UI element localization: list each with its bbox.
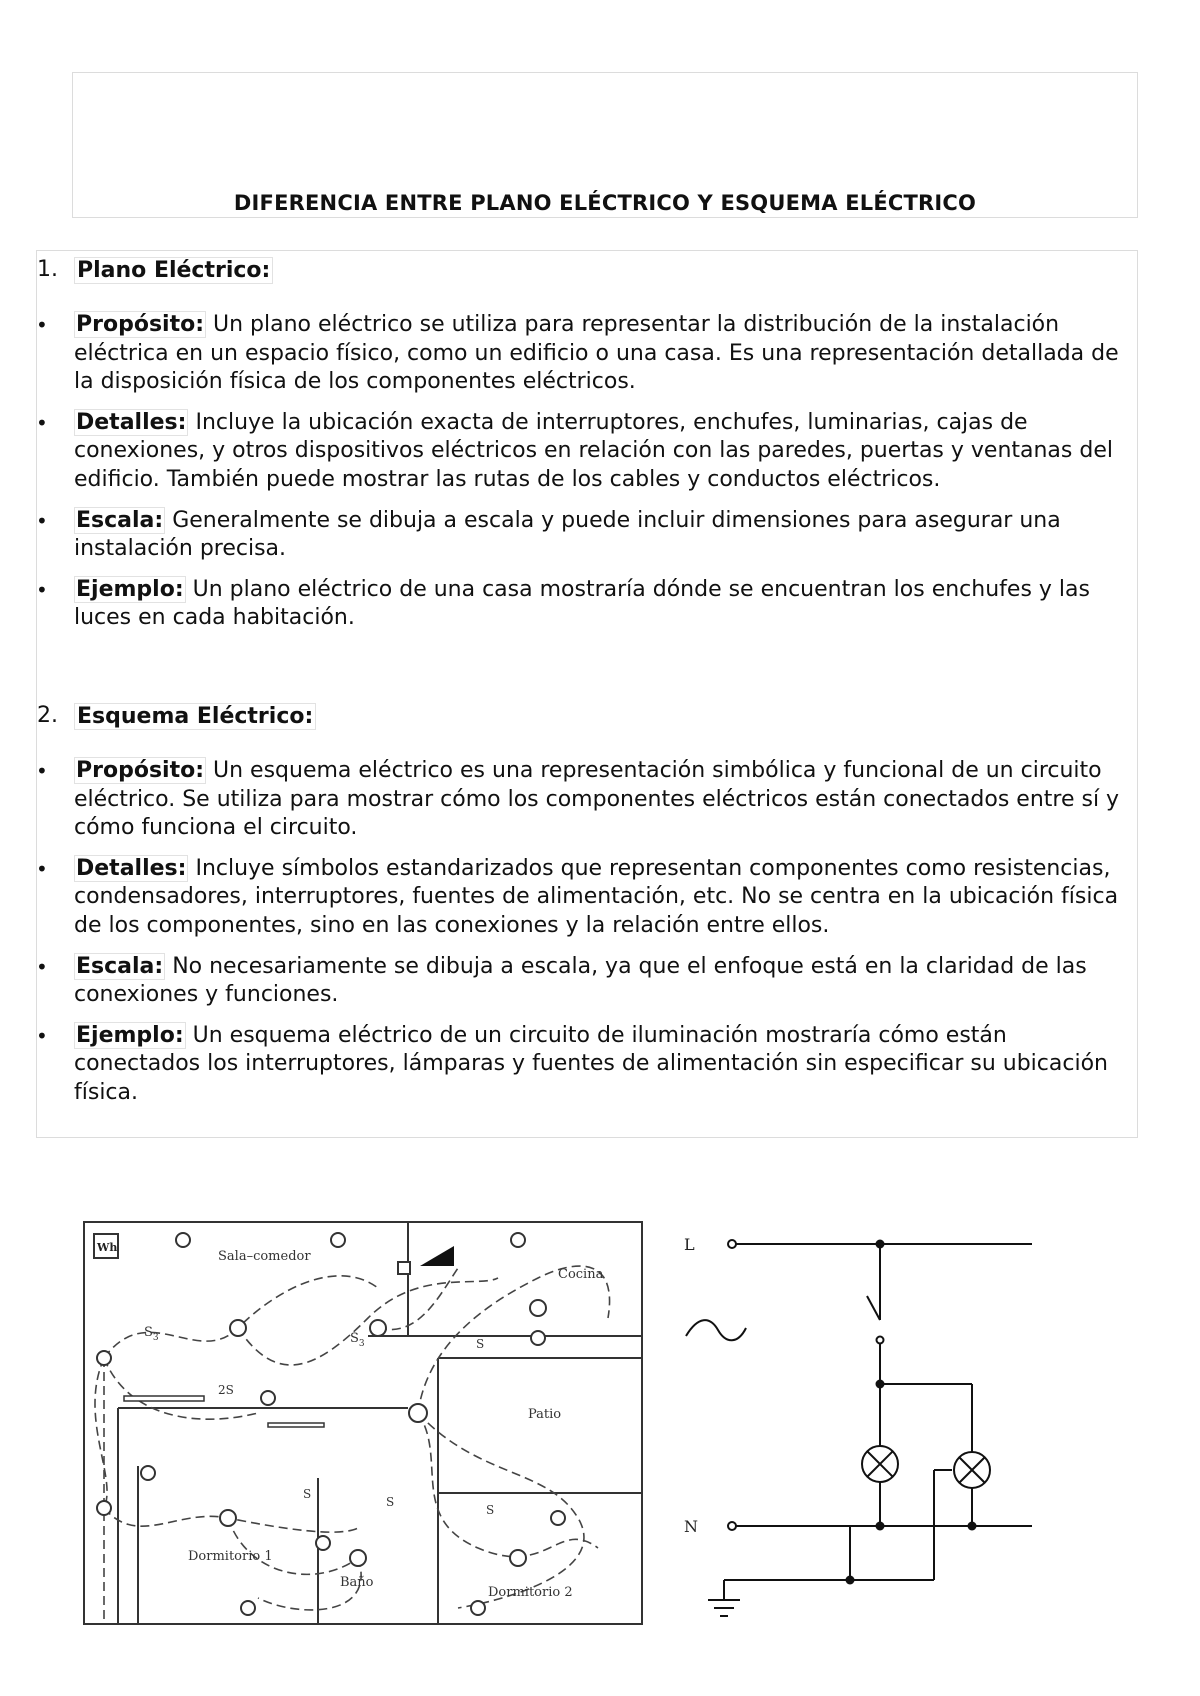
switch-s-bano: S	[386, 1495, 395, 1509]
list-item	[37, 757, 1137, 843]
bullet-icon: •	[36, 759, 48, 783]
switch-2s: 2S	[218, 1383, 234, 1397]
item-term: Escala:	[76, 507, 164, 533]
section-2-list	[37, 757, 1137, 1120]
section-2-title: Esquema Eléctrico:	[74, 703, 316, 730]
section-2-number: 2.	[37, 703, 58, 728]
item-term: Ejemplo:	[76, 1022, 184, 1048]
item-term: Propósito:	[76, 758, 205, 783]
bullet-icon: •	[36, 410, 48, 435]
line-terminal	[728, 1240, 736, 1248]
room-dormitorio-1: Dormitorio 1	[188, 1549, 273, 1564]
room-sala: Sala–comedor	[218, 1249, 311, 1264]
item-text: No necesariamente se dibuja a escala, ya que el enfoque está en la claridad de las conexiones y funciones.	[74, 953, 1087, 1008]
bullet-icon: •	[36, 313, 48, 337]
content-box	[36, 250, 1138, 1138]
list-item	[37, 576, 1137, 633]
item-text: Incluye símbolos estandarizados que representan componentes como resistencias, condensadores, interruptores, fuentes de alimentación, etc. No se centra en la ubicación física de los componentes, sino en las conexiones y la relación entre ellos.	[74, 855, 1119, 938]
switch-s-cocina: S	[476, 1337, 485, 1351]
section-1-list	[37, 311, 1137, 645]
floor-plan-drawing	[78, 1218, 648, 1630]
ground-icon	[708, 1600, 740, 1616]
item-text: Un plano eléctrico de una casa mostraría dónde se encuentran los enchufes y las luces en cada habitación.	[74, 576, 1090, 631]
item-text: Un esquema eléctrico es una representación simbólica y funcional de un circuito eléctrico. Se utiliza para mostrar cómo los componentes eléctricos están conectados entre sí y cómo funciona el circuito.	[74, 758, 1120, 841]
bullet-icon: •	[36, 856, 48, 881]
item-text: Un plano eléctrico se utiliza para representar la distribución de la instalación eléctrica en un espacio físico, como un edificio o una casa. Es una representación detallada de la disposición física de los componentes eléctricos.	[74, 312, 1119, 395]
list-item	[37, 409, 1137, 495]
bullet-icon: •	[36, 1023, 48, 1048]
room-bano: Baño	[340, 1575, 374, 1590]
neutral-terminal	[728, 1522, 736, 1530]
lamp-icon	[862, 1446, 898, 1482]
section-1-title: Plano Eléctrico:	[74, 257, 273, 284]
meter-label: Wh	[97, 1241, 118, 1254]
room-dormitorio-2: Dormitorio 2	[488, 1585, 573, 1600]
list-item	[37, 507, 1137, 564]
room-cocina: Cocina	[558, 1267, 604, 1282]
list-item	[37, 953, 1137, 1010]
switch-s3-left: $S_3$	[144, 1325, 159, 1343]
switch-s-dorm2: S	[486, 1503, 495, 1517]
list-item	[37, 855, 1137, 941]
lamp-icon	[954, 1452, 990, 1488]
bullet-icon: •	[36, 508, 48, 533]
sine-wave-icon	[686, 1320, 746, 1340]
list-item	[37, 311, 1137, 397]
list-item	[37, 1022, 1137, 1108]
schematic-drawing	[680, 1220, 1040, 1630]
item-text: Generalmente se dibuja a escala y puede incluir dimensiones para asegurar una instalación precisa.	[74, 507, 1061, 562]
item-term: Ejemplo:	[76, 576, 184, 602]
neutral-label: N	[684, 1517, 698, 1536]
item-term: Propósito:	[76, 312, 205, 337]
room-patio: Patio	[528, 1407, 562, 1422]
bullet-icon: •	[36, 954, 48, 979]
title-box	[72, 72, 1138, 218]
line-label: L	[684, 1235, 695, 1254]
panel-icon	[420, 1246, 454, 1266]
bullet-icon: •	[36, 577, 48, 602]
item-term: Detalles:	[76, 409, 187, 435]
item-term: Escala:	[76, 953, 164, 979]
switch-s3-right: $S_3$	[350, 1331, 365, 1349]
item-text: Incluye la ubicación exacta de interruptores, enchufes, luminarias, cajas de conexiones, y otros dispositivos eléctricos en relación con las paredes, puertas y ventanas del edificio. También puede mostrar las rutas de los cables y conductos eléctricos.	[74, 409, 1113, 492]
switch-blade	[867, 1296, 880, 1320]
item-term: Detalles:	[76, 855, 187, 881]
page-title: DIFERENCIA ENTRE PLANO ELÉCTRICO Y ESQUEMA ELÉCTRICO	[233, 191, 977, 215]
section-1-number: 1.	[37, 257, 58, 282]
switch-s-dorm1: S	[303, 1487, 312, 1501]
item-text: Un esquema eléctrico de un circuito de iluminación mostraría cómo están conectados los interruptores, lámparas y fuentes de alimentación sin especificar su ubicación física.	[74, 1022, 1108, 1105]
